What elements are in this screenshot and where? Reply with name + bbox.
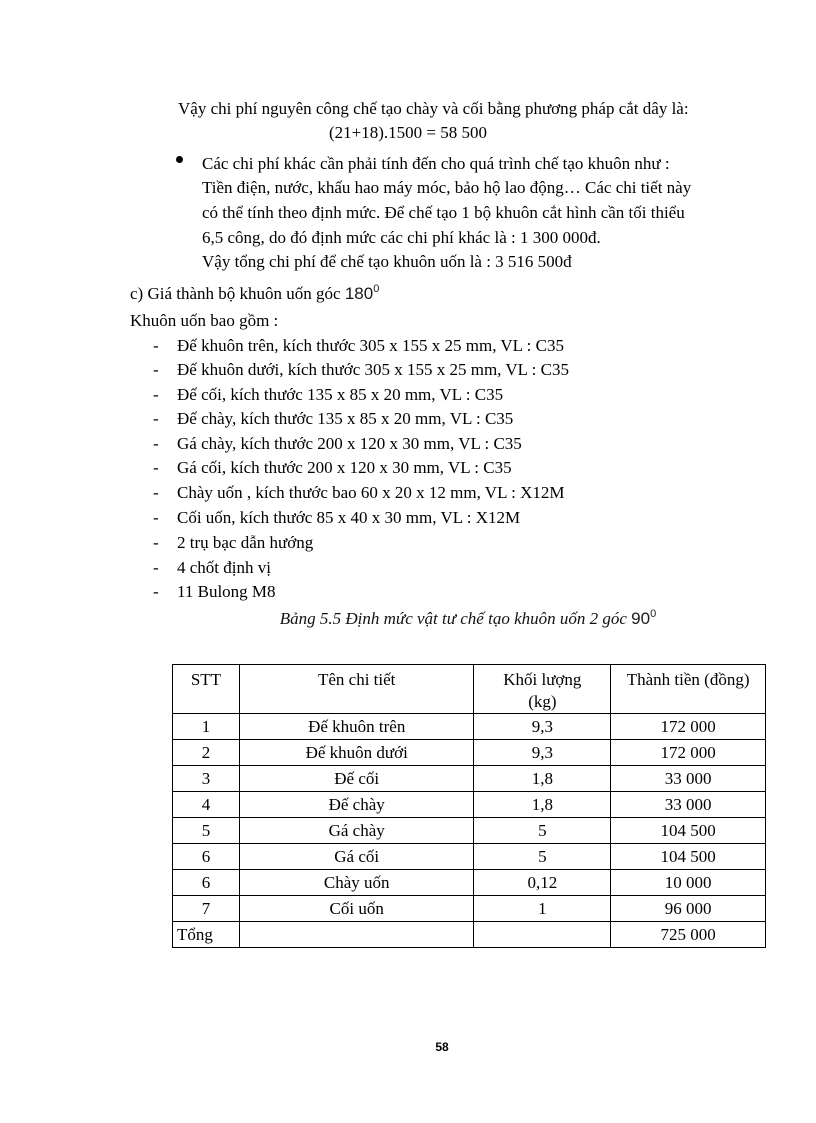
table-caption: Bảng 5.5 Định mức vật tư chế tạo khuôn uốn 2 góc $90^0$ bbox=[279, 608, 657, 628]
section-c-angle: $180^0$ bbox=[344, 283, 380, 303]
bullet-line-2: Tiền điện, nước, khấu hao máy móc, bảo hộ lao động… Các chi tiết này bbox=[202, 178, 692, 197]
table-row: 4 Đế chày 1,8 33 000 bbox=[173, 792, 766, 818]
header-cost: Thành tiền (đồng) bbox=[611, 665, 766, 714]
components-intro: Khuôn uốn bao gồm : bbox=[130, 311, 279, 330]
total-cost-line: Vậy tổng chi phí để chế tạo khuôn uốn là : 3 516 500đ bbox=[202, 252, 572, 271]
table-row: 6 Gá cối 5 104 500 bbox=[173, 844, 766, 870]
header-part-name: Tên chi tiết bbox=[239, 665, 474, 714]
table-row: 7 Cối uốn 1 96 000 bbox=[173, 896, 766, 922]
table-row: 3 Đế cối 1,8 33 000 bbox=[173, 766, 766, 792]
section-c-heading bbox=[130, 278, 379, 305]
header-stt: STT bbox=[173, 665, 240, 714]
bullet-icon bbox=[176, 156, 183, 163]
page-number: 58 bbox=[435, 1040, 449, 1054]
bullet-line-1: Các chi phí khác cần phải tính đến cho quá trình chế tạo khuôn như : bbox=[202, 154, 670, 173]
table-row: 1 Đế khuôn trên 9,3 172 000 bbox=[173, 714, 766, 740]
table-total-row: Tổng 725 000 bbox=[173, 922, 766, 948]
table-header-row bbox=[173, 665, 766, 714]
intro-line: Vậy chi phí nguyên công chế tạo chày và cối bằng phương pháp cắt dây là: bbox=[178, 99, 689, 118]
table-row: 5 Gá chày 5 104 500 bbox=[173, 818, 766, 844]
caption-angle: $90^0$ bbox=[631, 608, 657, 628]
table-row: 2 Đế khuôn dưới 9,3 172 000 bbox=[173, 740, 766, 766]
bullet-line-3: có thể tính theo định mức. Để chế tạo 1 bộ khuôn cắt hình cần tối thiểu bbox=[202, 203, 685, 222]
materials-table bbox=[172, 664, 766, 948]
header-weight: Khối lượng (kg) bbox=[474, 665, 611, 714]
bullet-line-4: 6,5 công, do đó định mức các chi phí khác là : 1 300 000đ. bbox=[202, 228, 601, 247]
section-c-label: c) Giá thành bộ khuôn uốn góc bbox=[130, 284, 345, 303]
cost-formula: (21+18).1500 = 58 500 bbox=[329, 123, 487, 142]
table-row: 6 Chày uốn 0,12 10 000 bbox=[173, 870, 766, 896]
